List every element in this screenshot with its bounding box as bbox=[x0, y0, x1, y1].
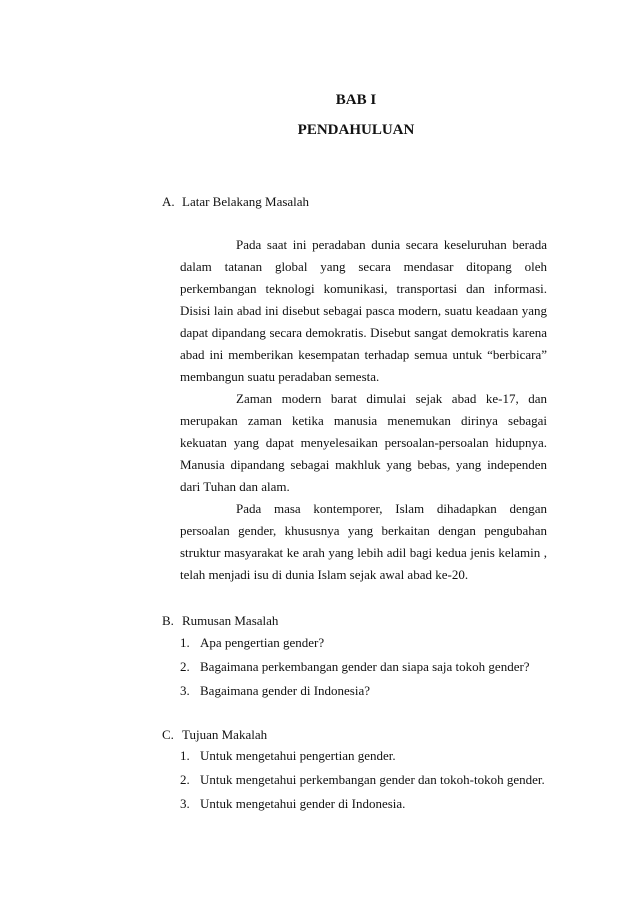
list-item-number: 2. bbox=[180, 659, 190, 674]
list-item-number: 3. bbox=[180, 683, 190, 698]
list-item-text: Bagaimana gender di Indonesia? bbox=[200, 683, 371, 698]
list-item-text: Untuk mengetahui gender di Indonesia. bbox=[200, 796, 406, 811]
list-item bbox=[180, 792, 560, 816]
section-c-title: Tujuan Makalah bbox=[182, 727, 268, 742]
paragraph-2: Zaman modern barat dimulai sejak abad ke-17, dan merupakan zaman ketika manusia menemukan dirinya sebagai kekuatan yang dapat menyelesaikan persoalan-persoalan hidupnya. Manusia dipandang sebagai makhluk yang bebas, yang independen dari Tuhan dan alam. bbox=[180, 391, 547, 494]
list-item-text: Bagaimana perkembangan gender dan siapa saja tokoh gender? bbox=[200, 659, 530, 674]
list-item bbox=[180, 631, 560, 655]
list-item-number: 1. bbox=[180, 635, 190, 650]
paragraph-3: Pada masa kontemporer, Islam dihadapkan dengan persoalan gender, khususnya yang berkaitan dengan pengubahan struktur masyarakat ke arah yang lebih adil bagi kedua jenis kelamin , telah menjadi isu di dunia Islam sejak awal abad ke-20. bbox=[180, 501, 547, 582]
section-c-heading bbox=[162, 727, 267, 743]
section-b-heading bbox=[162, 613, 278, 629]
list-item-number: 3. bbox=[180, 796, 190, 811]
chapter-title: PENDAHULUAN bbox=[297, 122, 415, 138]
section-b-title: Rumusan Masalah bbox=[182, 613, 279, 628]
list-item-number: 1. bbox=[180, 748, 190, 763]
list-item-text: Untuk mengetahui perkembangan gender dan tokoh-tokoh gender. bbox=[200, 772, 545, 787]
tujuan-list bbox=[180, 744, 560, 816]
list-item-text: Untuk mengetahui pengertian gender. bbox=[200, 748, 396, 763]
list-item bbox=[180, 679, 560, 703]
section-c-letter: C. bbox=[162, 727, 174, 742]
section-b-letter: B. bbox=[162, 613, 174, 628]
section-a-letter: A. bbox=[162, 194, 175, 209]
list-item-number: 2. bbox=[180, 772, 190, 787]
list-item bbox=[180, 655, 560, 679]
list-item bbox=[180, 744, 560, 768]
section-a-title: Latar Belakang Masalah bbox=[182, 194, 310, 209]
rumusan-list bbox=[180, 631, 560, 703]
chapter-number: BAB I bbox=[335, 92, 377, 108]
section-a-heading bbox=[162, 194, 309, 210]
paragraph-1: Pada saat ini peradaban dunia secara keseluruhan berada dalam tatanan global yang secara mendasar ditopang oleh perkembangan teknologi komunikasi, transportasi dan informasi. Disisi lain abad ini disebut sebagai pasca modern, suatu keadaan yang dapat dipandang secara demokratis. Disebut sangat demokratis karena abad ini memberikan kesempatan terhadap semua untuk “berbicara” membangun suatu peradaban semesta. bbox=[180, 237, 547, 384]
list-item-text: Apa pengertian gender? bbox=[200, 635, 325, 650]
section-a-body bbox=[180, 234, 547, 586]
list-item bbox=[180, 768, 560, 792]
